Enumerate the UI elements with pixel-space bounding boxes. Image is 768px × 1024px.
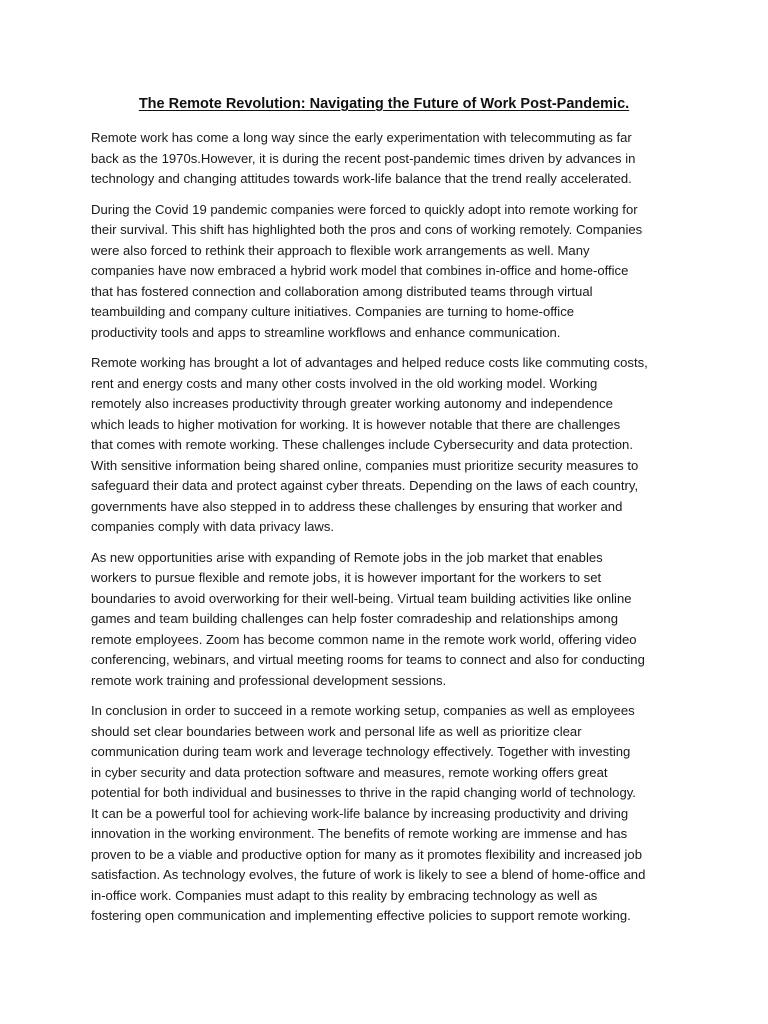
text-line: that has fostered connection and collaboration among distributed teams through virtual	[91, 283, 593, 299]
text-line: that comes with remote working. These challenges include Cybersecurity and data protection.	[91, 437, 633, 452]
text-line: companies have now embraced a hybrid work model that combines in-office and home-office	[91, 263, 629, 278]
text-line: proven to be a viable and productive option for many as it promotes flexibility and increased job	[91, 846, 642, 862]
text-line: With sensitive information being shared online, companies must prioritize security measures to	[91, 457, 639, 473]
text-line: As new opportunities arise with expanding of Remote jobs in the job market that enables	[91, 549, 603, 565]
text-line: safeguard their data and protect against cyber threats. Depending on the laws of each country,	[91, 478, 639, 493]
text-line: their survival. This shift has highlighted both the pros and cons of working remotely. Companies	[91, 222, 643, 237]
text-line: which leads to higher motivation for working. It is however notable that there are challenges	[91, 416, 621, 432]
text-line: games and team building challenges can help foster comradeship and relationships among	[91, 611, 618, 626]
text-line: Remote work has come a long way since the early experimentation with telecommuting as far	[91, 130, 632, 145]
document-body	[91, 128, 691, 937]
text-line: In conclusion in order to succeed in a remote working setup, companies as well as employees	[91, 703, 635, 718]
text-line: workers to pursue flexible and remote jobs, it is however important for the workers to set	[91, 570, 602, 585]
text-line: remote employees. Zoom has become common name in the remote work world, offering video	[91, 631, 637, 647]
text-line: conferencing, webinars, and virtual meeting rooms for teams to connect and also for conducting	[91, 652, 645, 667]
text-line: back as the 1970s.However, it is during the recent post-pandemic times driven by advances in	[91, 150, 636, 166]
text-line: governments have also stepped in to address these challenges by ensuring that worker and	[91, 498, 623, 514]
text-line: productivity tools and apps to streamline workflows and enhance communication.	[91, 324, 561, 340]
text-line: satisfaction. As technology evolves, the future of work is likely to see a blend of home-office and	[91, 867, 646, 882]
text-line: It can be a powerful tool for achieving work-life balance by increasing productivity and driving	[91, 805, 629, 821]
text-line: Remote working has brought a lot of advantages and helped reduce costs like commuting costs,	[91, 355, 648, 370]
text-line: communication during team work and leverage technology effectively. Together with investing	[91, 744, 631, 759]
document-title: The Remote Revolution: Navigating the Future of Work Post-Pandemic.	[138, 96, 630, 112]
paragraph	[91, 200, 691, 344]
paragraph	[91, 128, 691, 190]
text-line: technology and changing attitudes towards work-life balance that the trend really accelerated.	[91, 171, 632, 186]
text-line: fostering open communication and implementing effective policies to support remote working.	[91, 908, 631, 923]
text-line: companies comply with data privacy laws.	[91, 519, 335, 534]
paragraph	[91, 701, 691, 927]
text-line: remotely also increases productivity through greater working autonomy and independence	[91, 396, 613, 411]
text-line: potential for both individual and businesses to thrive in the rapid changing world of technology.	[91, 785, 636, 800]
paragraph	[91, 548, 691, 692]
text-line: teambuilding and company culture initiatives. Companies are turning to home-office	[91, 304, 575, 319]
text-line: were also forced to rethink their approach to flexible work arrangements as well. Many	[91, 242, 590, 258]
text-line: in cyber security and data protection software and measures, remote working offers great	[91, 764, 608, 780]
paragraph	[91, 353, 691, 538]
text-line: boundaries to avoid overworking for their well-being. Virtual team building activities like online	[91, 590, 632, 606]
text-line: in-office work. Companies must adapt to this reality by embracing technology as well as	[91, 887, 598, 903]
text-line: innovation in the working environment. The benefits of remote working are immense and has	[91, 826, 628, 841]
text-line: During the Covid 19 pandemic companies were forced to quickly adopt into remote working for	[91, 201, 638, 217]
text-line: remote work training and professional development sessions.	[91, 672, 447, 688]
text-line: rent and energy costs and many other costs involved in the old working model. Working	[91, 375, 598, 391]
text-line: should set clear boundaries between work and personal life as well as prioritize clear	[91, 723, 582, 739]
